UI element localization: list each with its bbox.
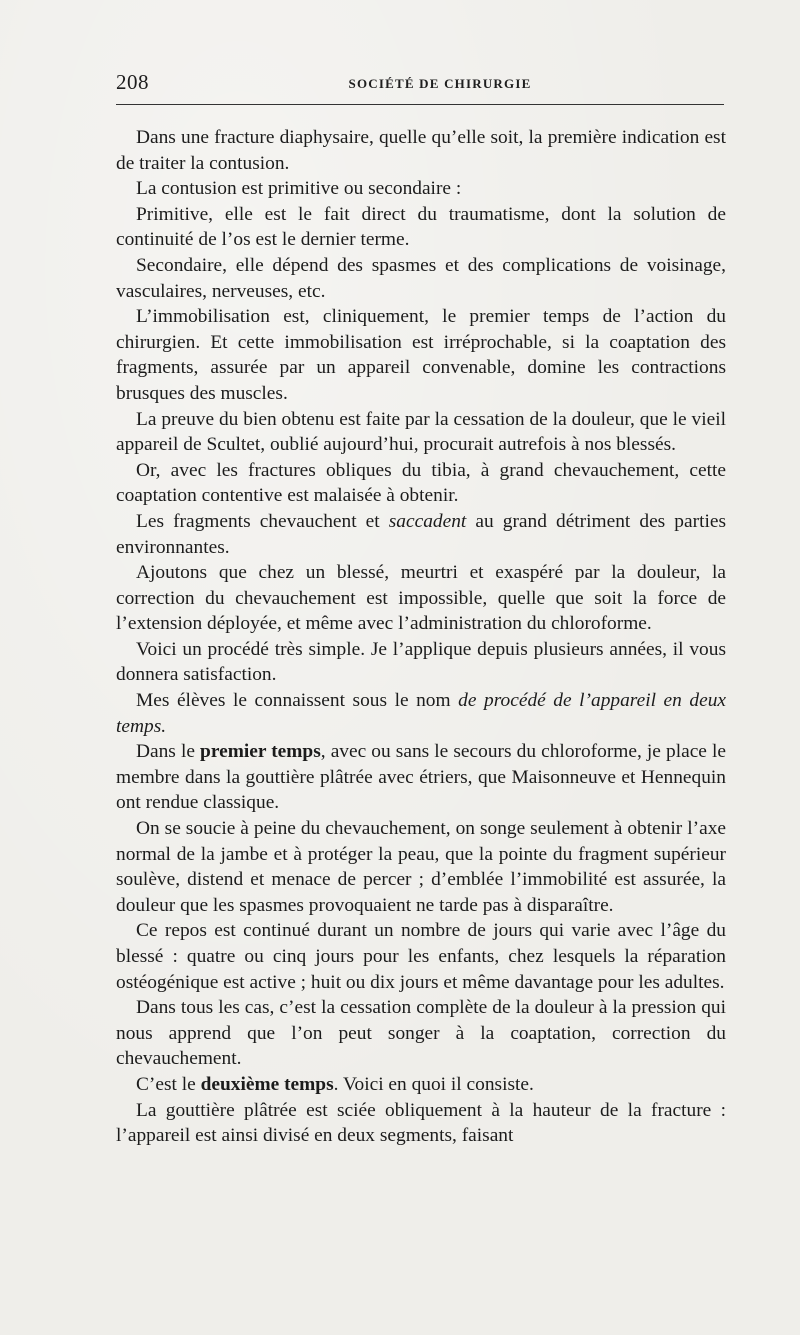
paragraph bbox=[116, 1098, 726, 1149]
body-text bbox=[116, 125, 726, 1149]
text-run: L’immobilisation est, cliniquement, le premier temps de l’action du chirurgien. Et cette immobilisation est irréprochable, si la coaptation des fragments, assurée par un appareil convenable, domine les contractions brusques des muscles. bbox=[116, 306, 726, 404]
text-run: Dans tous les cas, c’est la cessation complète de la douleur à la pression qui nous apprend que l’on peut songer à la coaptation, correction du chevauchement. bbox=[116, 997, 726, 1070]
paragraph bbox=[116, 509, 726, 560]
text-run: La gouttière plâtrée est sciée obliquement à la hauteur de la fracture : l’appareil est ainsi divisé en deux segments, faisant bbox=[116, 1099, 726, 1147]
page-number: 208 bbox=[116, 70, 149, 94]
paragraph bbox=[116, 304, 726, 406]
paragraph bbox=[116, 816, 726, 918]
text-run: , avec ou sans le secours du chloroforme, je place le membre dans la gouttière plâtrée avec étriers, que Maisonneuve et Hennequin ont rendue classique. bbox=[116, 741, 726, 814]
text-run: Mes élèves le connaissent sous le nom bbox=[136, 690, 459, 712]
text-run: . Voici en quoi il consiste. bbox=[333, 1073, 534, 1095]
paragraph bbox=[116, 637, 726, 688]
text-run: Secondaire, elle dépend des spasmes et des complications de voisinage, vasculaires, nerveuses, etc. bbox=[116, 254, 726, 302]
text-run: Voici un procédé très simple. Je l’applique depuis plusieurs années, il vous donnera satisfaction. bbox=[116, 638, 726, 686]
text-run: au grand détriment des parties environnantes. bbox=[116, 510, 726, 558]
text-run: Dans une fracture diaphysaire, quelle qu’elle soit, la première indication est de traiter la contusion. bbox=[116, 127, 726, 174]
running-head: SOCIÉTÉ DE CHIRURGIE bbox=[348, 76, 532, 91]
paragraph bbox=[116, 560, 726, 637]
text-run: On se soucie à peine du chevauchement, on songe seulement à obtenir l’axe normal de la jambe et à protéger la peau, que la pointe du fragment supérieur soulève, distend et menace de percer ; d’emblée l’immobilité est assurée, la douleur que les spasmes provoquaient ne tarde pas à disparaître. bbox=[116, 818, 726, 916]
italic-text: de procédé de l’appareil en deux temps. bbox=[116, 690, 727, 737]
paragraph bbox=[116, 458, 726, 509]
page-header bbox=[116, 70, 724, 100]
paragraph bbox=[116, 407, 726, 458]
paragraph bbox=[116, 995, 726, 1072]
header-rule bbox=[116, 104, 724, 105]
paragraph bbox=[116, 1072, 726, 1098]
paragraph bbox=[116, 253, 726, 304]
text-run: Primitive, elle est le fait direct du traumatisme, dont la solution de continuité de l’os est le dernier terme. bbox=[116, 203, 726, 251]
paragraph bbox=[116, 176, 726, 202]
text-run: La contusion est primitive ou secondaire : bbox=[136, 178, 462, 200]
text-run: Ajoutons que chez un blessé, meurtri et exaspéré par la douleur, la correction du chevauchement est impossible, quelle que soit la force de l’extension déployée, et même avec l’administration du chloroforme. bbox=[116, 562, 726, 635]
italic-text: saccadent bbox=[388, 510, 467, 532]
paragraph bbox=[116, 739, 726, 816]
text-run: Ce repos est continué durant un nombre de jours qui varie avec l’âge du blessé : quatre ou cinq jours pour les enfants, chez lesquels la réparation ostéogénique est active ; huit ou dix jours et même davantage pour les adultes. bbox=[116, 920, 726, 993]
bold-text: premier temps bbox=[200, 741, 321, 763]
text-run: Dans le bbox=[136, 741, 201, 763]
text-run: Or, avec les fractures obliques du tibia, à grand chevauchement, cette coaptation contentive est malaisée à obtenir. bbox=[116, 459, 726, 507]
paragraph bbox=[116, 688, 726, 739]
bold-text: deuxième temps bbox=[200, 1073, 334, 1095]
paragraph bbox=[116, 125, 726, 176]
text-run: La preuve du bien obtenu est faite par la cessation de la douleur, que le vieil appareil de Scultet, oublié aujourd’hui, procurait autrefois à nos blessés. bbox=[116, 408, 726, 456]
paragraph bbox=[116, 918, 726, 995]
text-run: Les fragments chevauchent et bbox=[136, 510, 389, 532]
text-run: C’est le bbox=[136, 1073, 201, 1095]
paragraph bbox=[116, 202, 726, 253]
